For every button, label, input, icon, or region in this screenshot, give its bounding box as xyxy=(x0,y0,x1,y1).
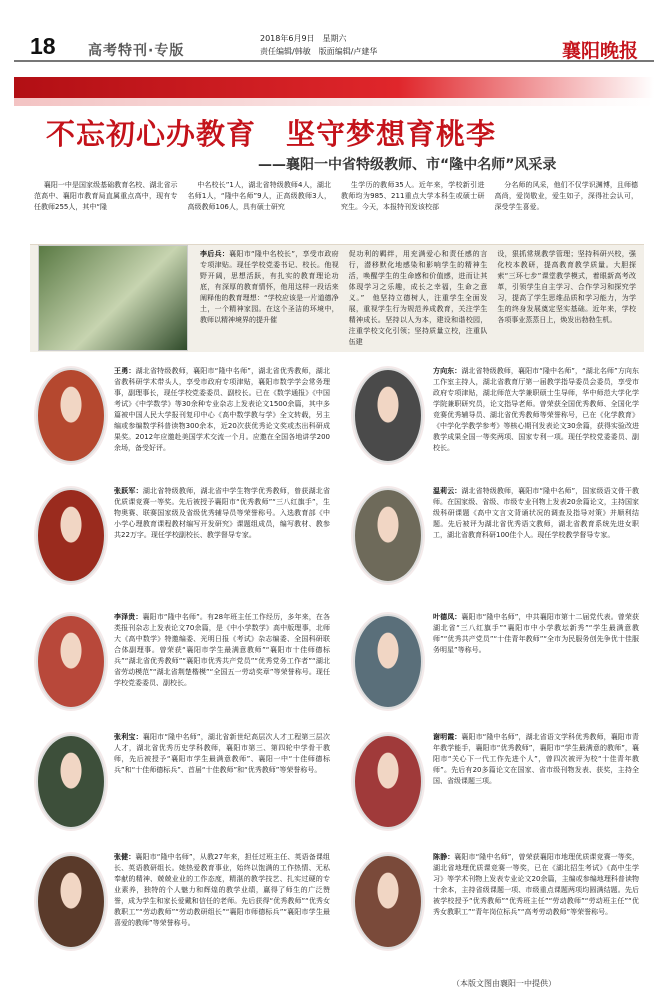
teacher-photo xyxy=(36,488,106,583)
teacher-name: 叶德凤： xyxy=(433,613,462,621)
lead-col-3: 设，狠抓常规教学管理；坚持科研兴校，强化校本教研，提高教育教学质量。大胆探索“三环七步”课堂教学模式，着眼新高考改革，引领学生自主学习、合作学习和探究学习，提高了学生思维品质和学习能力，为学生的终身发展奠定坚实基础。近年来，学校各项事业蒸蒸日上，焕发出勃勃生机。 xyxy=(497,250,637,324)
teacher-photo xyxy=(36,368,106,463)
principal-photo xyxy=(38,245,188,351)
teacher-row xyxy=(30,482,644,590)
intro-col-2: 中名校长”1人，湖北省特级教师4人，湖北名师1人，“隆中名师”9人，正高级教师3人，高级教师106人，具有硕士研究 xyxy=(187,181,331,211)
teacher-name: 王勇： xyxy=(114,367,136,375)
teacher-name: 张跃军： xyxy=(114,487,143,495)
teacher-card xyxy=(30,728,337,836)
lead-col-1: 李后兵：襄阳市“隆中名校长”，享受市政府专项津贴。现任学校党委书记、校长。他视野开阔，思想活跃，有扎实的教育理论功底，有深厚的教育情怀，他用这样一段话来阐释他的教育理想：“学校应该是一片道德净土，一个精神家园。在这个圣洁的环境中，教师以精神境界的提升催 xyxy=(200,250,339,324)
teacher-card xyxy=(337,848,644,956)
teacher-bio: 王勇：湖北省特级教师，襄阳市“隆中名师”，湖北省优秀教师，湖北省教科研学术带头人，享受市政府专项津贴，襄阳市数学学会常务理事，副理事长，现任学校党委委员、副校长。已在《数学通报》《中国考试》《中学数学》等30余种专业杂志上发表论文1500余篇，其中多篇被中国人民大学报刊复印中心《高中数学教与学》全文转载，另主编或参编数学科普读物300余本，近20次获优秀论文奖或杰出科研成果奖。2012年应邀赴美国学术交流一个月。应邀在全国各地讲学200余场，备受好评。 xyxy=(114,367,330,452)
teacher-photo xyxy=(36,734,106,829)
teacher-bio: 李泽贵：襄阳市“隆中名师”。有28年班主任工作经历，多年来，在各类报刊杂志上发表论文70余篇，是《中小学数学》高中版理事，北师大《高中数学》特邀编委、光明日报《考试》杂志编委、全国科研联合体副理事。曾荣获“襄阳市学生最满意教师”“襄阳市十佳师德标兵”“湖北省优秀教师”“襄阳市优秀共产党员”“优秀党务工作者”“湖北省劳动模范”“湖北省荆楚楷模”“全国五一劳动奖章”等荣誉称号。现任学校党委委员、副校长。 xyxy=(114,613,330,687)
subheadline: ——襄阳一中省特级教师、市“隆中名师”风采录 xyxy=(258,157,557,173)
lead-profile xyxy=(30,244,644,352)
lead-col-2: 促功利的羁绊，用充满爱心和责任感的言行，潜移默化地感染和影响学生的精神生活，唤醒学生的生命感和价值感，进而让其体现学习之乐趣，成长之幸福，生命之意义。” 他坚持立德树人，注重学生全面发展，重视学生行为规范养成教育，关注学生精神成长。坚持以人为本，建设和谐校园，注重学校文化引领；坚持质量立校，注重队伍建 xyxy=(348,250,488,346)
teacher-bio: 张健：襄阳市“隆中名师”，从教27年来，担任过班主任、英语备课组长、英语教研组长。她热爱教育事业，始终以饱满的工作热情、无私奉献的精神、兢兢业业的工作态度，精湛的教学技艺、扎实过硬的专业素养，独特的个人魅力和辉煌的教学业绩，赢得了师生的广泛赞誉，成为学生和家长爱戴和信任的老师。先后获得“优秀教师”“优秀女教职工”“劳动教师”“劳动教研组长”“襄阳市师德标兵”“襄阳市学生最喜爱的教师”等荣誉称号。 xyxy=(114,853,330,927)
teacher-row xyxy=(30,362,644,470)
teacher-name: 方向东： xyxy=(433,367,462,375)
teacher-name: 李泽贵： xyxy=(114,613,143,621)
teacher-photo xyxy=(36,614,106,709)
teacher-card xyxy=(30,482,337,590)
teacher-photo xyxy=(353,614,423,709)
page-number: 18 xyxy=(30,33,56,59)
lead-text xyxy=(200,249,636,348)
teacher-bio: 方向东：湖北省特级教师，襄阳市“隆中名师”，“湖北名师”方向东工作室主持人，湖北省教育厅第一届教学指导委员会委员，享受市政府专项津贴，湖北师范大学兼职硕士生导师，华中师范大学化学学院兼职研究员，论文指导老师。曾荣获全国优秀教师、全国化学竞赛优秀辅导员、湖北省优秀教师等荣誉称号，已在《化学教育》《中学化学教学参考》等核心期刊发表论文30余篇，获得实验改进教学成果全国一等奖两项、国家专利一项。现任学校党委委员、副校长。 xyxy=(433,367,639,452)
headline: 不忘初心办教育 坚守梦想育桃李 xyxy=(46,117,497,151)
banner-fade xyxy=(14,98,654,106)
teacher-name: 张健： xyxy=(114,853,136,861)
teacher-bio: 谢明霞：襄阳市“隆中名师”，湖北省语文学科优秀教师，襄阳市青年教学能手，襄阳市“优秀教师”，襄阳市“学生最满意的教师”，襄阳市“关心下一代工作先进个人”，曾四次被评为校“十佳青年教师”。先后有20多篇论文在国家、省市级刊物发表、获奖，主持全国、省级课题三项。 xyxy=(433,733,639,785)
intro-columns xyxy=(34,180,638,213)
photo-credit: （本版文图由襄阳一中提供） xyxy=(452,979,556,988)
intro-col-3: 生学历的教师35人。近年来，学校新引进教师均为985、211重点大学本科生或硕士研究生。今天，本报特刊发该校部 xyxy=(341,181,485,211)
teacher-name: 陈静： xyxy=(433,853,455,861)
teacher-card xyxy=(337,728,644,836)
teacher-card xyxy=(30,848,337,956)
teacher-name: 温莉云： xyxy=(433,487,462,495)
teacher-row xyxy=(30,728,644,836)
teacher-card xyxy=(30,608,337,716)
red-banner xyxy=(14,77,654,99)
teacher-bio: 陈静：襄阳市“隆中名师”，曾荣获襄阳市地理优质课竞赛一等奖，湖北省地理优质课竞赛一等奖，已在《湖北招生考试》《高中生学习》等学术刊物上发表专业论文20余篇，主编或参编地理科普读物十余本，主持省级课题一项、市级重点课题两项均圆满结题。先后被学校授予“优秀教师”“优秀班主任”“劳动教师”“劳动班主任”“优秀女教职工”“青年岗位标兵”“高考劳动教师”等荣誉称号。 xyxy=(433,853,639,916)
issue-date: 2018年6月9日 星期六 xyxy=(260,34,347,43)
issue-meta xyxy=(260,32,377,58)
editor-credit: 责任编辑/韩敏 版面编辑/卢建华 xyxy=(260,47,378,56)
teacher-bio: 张跃军：湖北省特级教师，湖北省中学生物学优秀教师，曾获湖北省优质课竞赛一等奖。先后被授予襄阳市“优秀教师”“三八红旗手”，生物奥赛、联赛国家级及省级优秀辅导员等荣誉称号。入选教育部《中小学心理教育课程教材编写开发研究》课题组成员，编写教材、教参共22万字。现任学校副校长、教学督导专家。 xyxy=(114,487,330,539)
intro-col-1: 襄阳一中是国家级基础教育名校、湖北省示范高中、襄阳市教育局直属重点高中，现有专任教师255人，其中“隆 xyxy=(34,181,178,211)
teacher-photo xyxy=(353,488,423,583)
section-title: 高考特刊·专版 xyxy=(88,43,185,59)
teacher-name: 李后兵： xyxy=(200,250,230,258)
teacher-card xyxy=(30,362,337,470)
teacher-photo xyxy=(353,368,423,463)
newspaper-logo: 襄阳晚报 xyxy=(562,40,639,62)
teacher-row xyxy=(30,608,644,716)
intro-col-4: 分名师的风采，他们不仅学识渊博，且师德高尚，爱岗敬业，爱生如子，深得社会认可，深受学生喜爱。 xyxy=(494,181,638,211)
teacher-name: 谢明霞： xyxy=(433,733,462,741)
page-header xyxy=(14,18,654,62)
teacher-card xyxy=(337,482,644,590)
teacher-name: 张利宝： xyxy=(114,733,143,741)
teacher-photo xyxy=(353,854,423,949)
teacher-card xyxy=(337,362,644,470)
teacher-photo xyxy=(36,854,106,949)
teacher-row xyxy=(30,848,644,956)
teacher-card xyxy=(337,608,644,716)
teacher-bio: 张利宝：襄阳市“隆中名师”，湖北省新世纪高层次人才工程第三层次人才，湖北省优秀历史学科教师，襄阳市第三、第四轮中学骨干教师，先后被授予“襄阳市学生最满意教师”、襄阳一中“十佳师德标兵”和“十佳师德标兵”、首届“十佳教师”和“优秀教师”等荣誉称号。 xyxy=(114,733,330,774)
teacher-photo xyxy=(353,734,423,829)
teacher-bio: 叶德凤：襄阳市“隆中名师”，中共襄阳市第十二届党代表。曾荣获湖北省“三八红旗手”“襄阳市中小学教坛新秀”“学生最满意教师”“优秀共产党员”“十佳青年教师”“全市为民服务创先争优十佳服务明星”等称号。 xyxy=(433,613,639,654)
teacher-bio: 温莉云：湖北省特级教师，襄阳市“隆中名师”，国家级语文骨干教师。在国家级、省级、市级专业刊物上发表20余篇论文，主持国家级科研课题《高中文言文背诵状况的调查及指导对策》并顺利结题。先后被评为湖北省优秀语文教师，湖北省教育系统先进女职工，湖北省教育科研100佳个人。现任学校教学督导专家。 xyxy=(433,487,639,539)
